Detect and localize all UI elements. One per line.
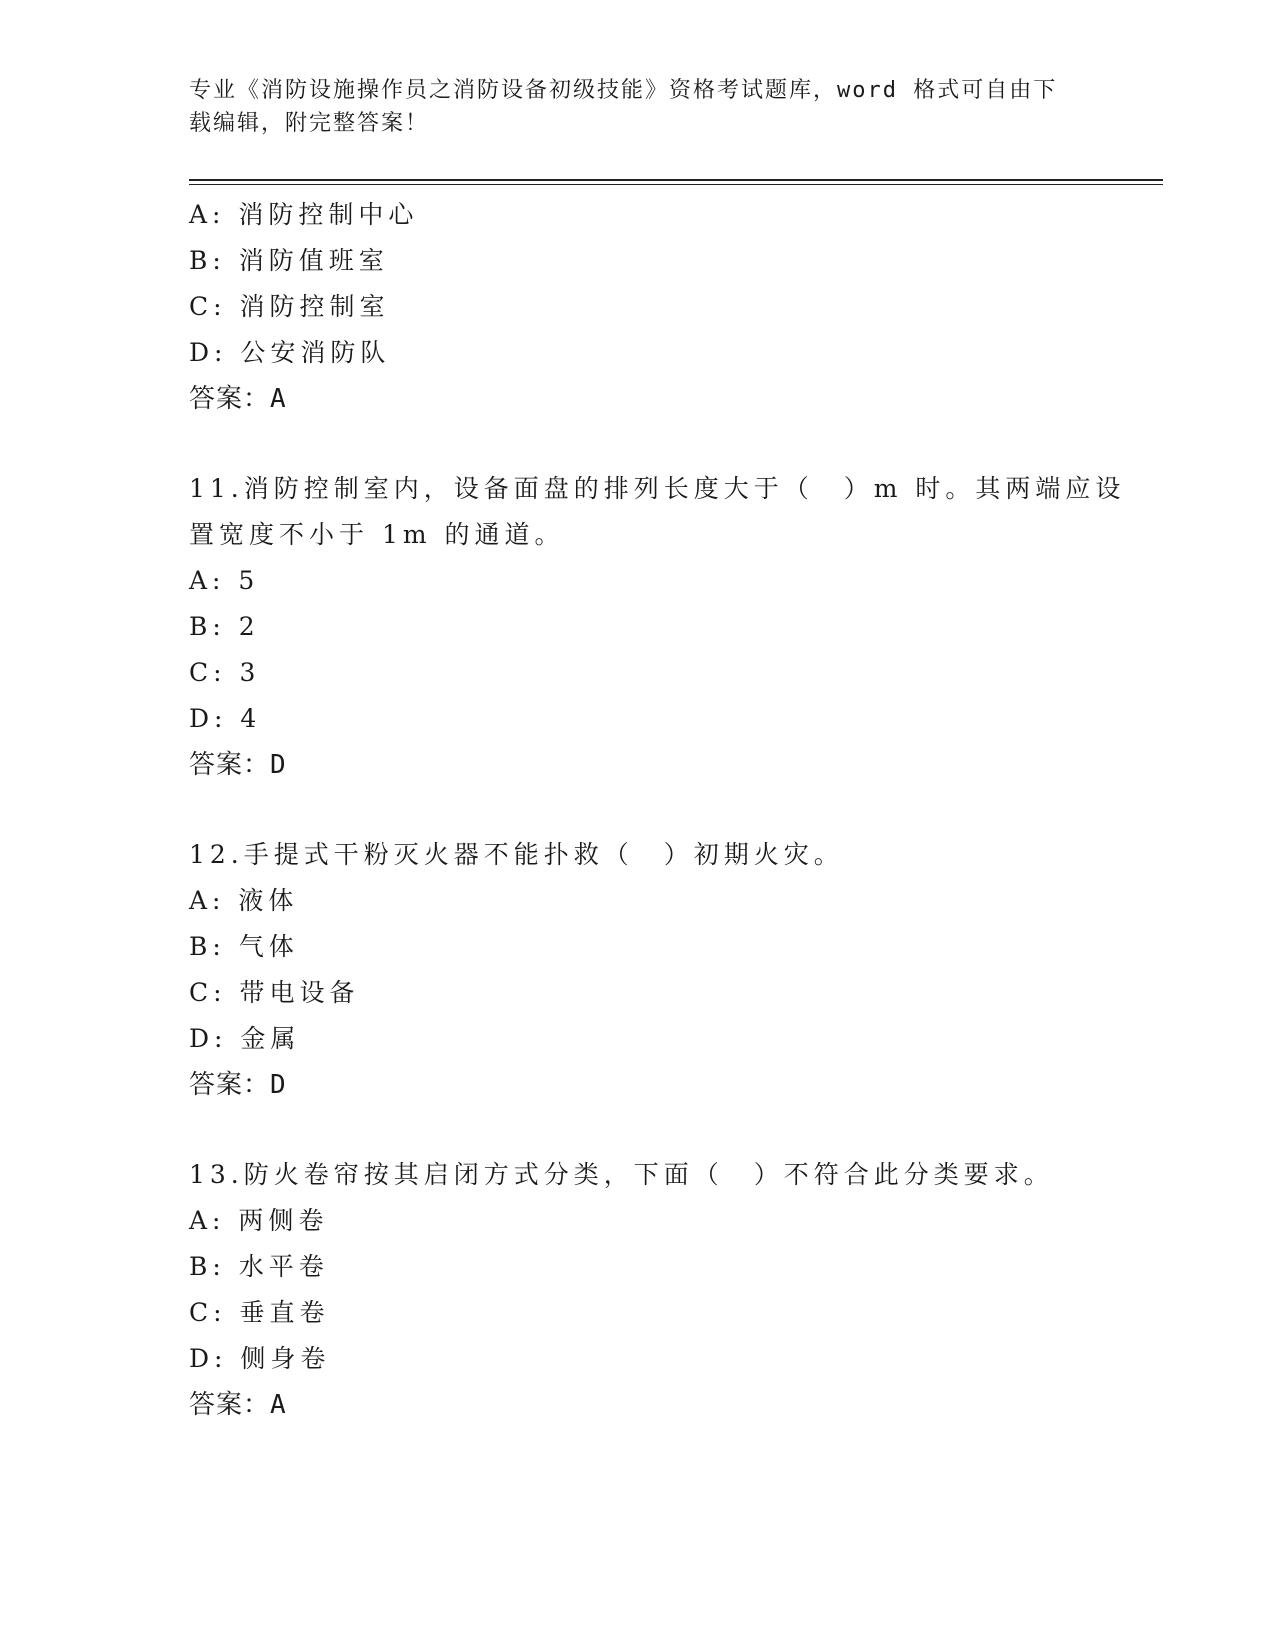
- answer-line: 答案：D: [189, 1070, 287, 1100]
- option-c: C: 垂直卷: [189, 1298, 330, 1327]
- option-c: C: 带电设备: [189, 978, 360, 1007]
- option-b: B: 气体: [189, 932, 299, 961]
- question-list: [189, 192, 1126, 1428]
- option-a: A: 消防控制中心: [189, 200, 419, 229]
- question-text: 12.手提式干粉灭火器不能扑救（ ）初期火灾。: [189, 840, 844, 869]
- document-header: [189, 74, 1069, 140]
- answer-line: 答案：A: [189, 1390, 287, 1420]
- header-line-2: 载编辑，附完整答案！: [189, 111, 430, 136]
- question-13-block: [189, 1152, 1089, 1428]
- header-line-1: 专业《消防设施操作员之消防设备初级技能》资格考试题库，word 格式可自由下: [189, 78, 1058, 103]
- header-divider-thick: [189, 179, 1163, 181]
- option-b: B: 消防值班室: [189, 246, 389, 275]
- option-a: A: 5: [189, 566, 260, 595]
- question-text-line-1: 11.消防控制室内，设备面盘的排列长度大于（ ）m 时。其两端应设: [189, 474, 1126, 503]
- answer-line: 答案：D: [189, 750, 287, 780]
- option-d: D: 4: [189, 704, 262, 733]
- header-divider-thin: [189, 184, 1163, 185]
- option-c: C: 3: [189, 658, 261, 687]
- option-a: A: 两侧卷: [189, 1206, 329, 1235]
- question-text-line-2: 置宽度不小于 1m 的通道。: [189, 520, 565, 549]
- option-b: B: 2: [189, 612, 260, 641]
- question-text: 13.防火卷帘按其启闭方式分类，下面（ ）不符合此分类要求。: [189, 1160, 1054, 1189]
- option-d: D: 侧身卷: [189, 1344, 331, 1373]
- option-d: D: 金属: [189, 1024, 301, 1053]
- option-b: B: 水平卷: [189, 1252, 329, 1281]
- answer-line: 答案：A: [189, 384, 287, 414]
- question-11-block: [189, 466, 1126, 788]
- option-d: D: 公安消防队: [189, 338, 391, 367]
- option-a: A: 液体: [189, 886, 299, 915]
- question-10-block: [189, 192, 1089, 422]
- question-12-block: [189, 832, 1089, 1108]
- option-c: C: 消防控制室: [189, 292, 390, 321]
